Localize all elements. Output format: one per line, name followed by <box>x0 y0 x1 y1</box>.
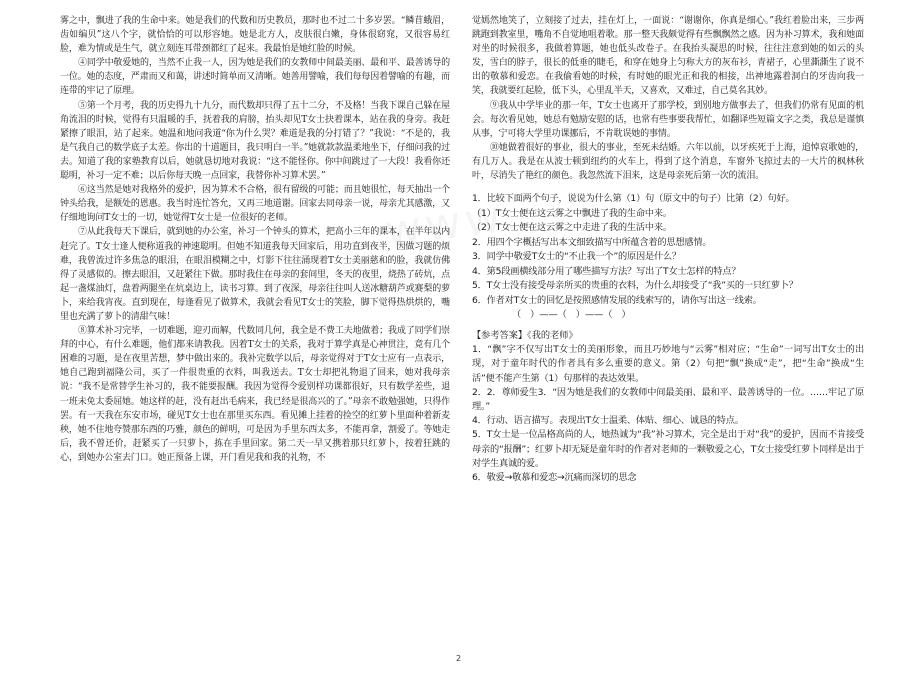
right-column <box>472 14 864 485</box>
answer-blank-line: （ ）——（ ）——（ ） <box>512 309 631 321</box>
answer-item: 2．2．尊师爱生3．“因为她是我们的女教师中间最美丽、最和平、最善诱导的一位。……牢记了原理。” <box>472 386 864 412</box>
question-item: 6．作者对T女士的回忆是按照感情发展的线索写的，请你写出这一线索。 <box>472 294 762 306</box>
question-item: 3．同学中敬爱T女士的“不止我一个”的原因是什么？ <box>472 251 681 263</box>
question-item: （2）T女士便在这云雾之中走进了我的生活中来。 <box>472 222 672 234</box>
paragraph: ⑧算术补习完毕，一切难题，迎刃而解，代数同几何，我全是不费工夫地做着；我成了同学们崇拜的中心，有什么难题，他们都来请教我。因着T女士的关系，我对于算学真是心神贯注，竟有几个困难的习题，是在夜里苦想，梦中做出来的。我补完数学以后，母亲觉得对于T女士应有一点表示，她自己跑到福隆公司，买了一件很贵重的衣料，叫我送去。T女士却把礼物退了回来，她对我母亲说：“我不是常替学生补习的，我不能要报酬。我因为觉得令爱别样功课都很好，只有数学差些，退一班未免太委屈她。她这样的赶，没有赶出毛病来，我已经是很高兴的了。”母亲不敢勉强她，只得作罢。有一天我在东安市场，碰见T女士也在那里买东西。看见摊上挂着的捡空的红萝卜里面种着新麦秧，她不住地夸赞那东西的巧雅，颜色的鲜明，可是因为手里东西太多，不能再拿，割爱了。等她走后，我不曾还价，赶紧买了一只萝卜，拣在手里回家。第二天一早又携着那只红萝卜，按着狂跳的心，到她办公室去门口。她正预备上课，开门看见我和我的礼物，不 <box>60 326 450 463</box>
paragraph: 雾之中，飘进了我的生命中来。她是我们的代数和历史教员，那时也不过二十多岁罢。“鳞苜蛾眉，齿如编贝”这八个字，就恰恰的可以形容她。她是北方人，皮肤很白嫩，身体很窈窕，又很容易红脸，难为情或是生气，就立刻连耳带颈都红了起来。我最怕是她红脸的时候。 <box>60 16 450 55</box>
question-item: 1．比较下面两个句子，说说为什么第（1）句（原文中的句子）比第（2）句好。 <box>472 193 795 205</box>
paragraph: ④同学中敬爱她的，当然不止我一人，因为她是我们的女教师中间最美丽、最和平、最善诱导的一位。她的态度，严肃而又和蔼，讲述时简单而又清晰。她善用譬喻，我们每每因着譬喻的有趣，而连带的牢记了原理。 <box>60 58 450 97</box>
answers-title: 【参考答案】《我的老师》 <box>472 329 578 341</box>
paragraph: ⑤第一个月考，我的历史得九十九分，而代数却只得了五十二分，不及格！当我下课自己躲在屋角流泪的时候，觉得有只温暖的手，抚着我的肩膀，抬头却见T女士抉着课本，站在我的身旁。我赶紧擦了眼泪，站了起来。她温和地问我道“你为什么哭？难道是我的分打错了？”我说：“不是的，我是气我自己的数学底子太差。你出的十道题目，我只明白一半。”她就款款温柔地坐下，仔细问我的过去。知道了我的家塾教育以后，她就恳切地对我说：“这不能怪你。你中间跳过了一大段！我看你还聪明，补习一定不难；以后你每天晚一点回家，我替你补习算术罢。” <box>60 100 450 182</box>
answer-item: 4．行动、语言描写。表现出T女士温柔、体贴、细心、诚恳的特点。 <box>472 415 744 427</box>
paragraph: ⑥这当然是她对我格外的爱护，因为算术不合格，很有留级的可能；而且她很忙，每天抽出一个钟头给我，是额处的恩惠。我当时连忙答允，又再三地道谢。回家去同母亲一说，母亲尤其感激，又仔细地询问T女士的一切，她觉得T女士是一位很好的老师。 <box>60 185 450 224</box>
question-item: （1）T女士便在这云雾之中飘进了我的生命中来。 <box>472 207 672 219</box>
questions-section <box>472 192 864 323</box>
answer-item: 6．敬爱→敬慕和爱恋→沉痛而深切的思念 <box>472 471 637 483</box>
left-column <box>60 14 450 465</box>
question-item: 2．用四个字概括写出本文细致描写中所蕴含着的思想感情。 <box>472 236 712 248</box>
question-item: 4．第5段画横线部分用了哪些描写方法？写出了T女士怎样的特点？ <box>472 265 741 277</box>
answer-item: 1．“飘”字不仅写出T女士的美丽形象，而且巧妙地与“云雾”相对应；“生命”一词写出T女士的出现，对于童年时代的作者具有多么重要的意义。第（2）句把“飘”换成“走”，把“生命”换成“生活”便不能产生第（1）句那样的表达效果。 <box>472 344 864 384</box>
answer-item: 5．T女士是一位品格高尚的人，她热诚为“我”补习算术，完全是出于对“我”的爱护，因而不肯接受母亲的“报酬”；红萝卜却无疑是童年时的作者对老师的一颗敬爱之心，T女士接受红萝卜同样是出于对学生真诚的爱。 <box>472 429 865 469</box>
paragraph: ⑨我从中学毕业的那一年，T女士也离开了那学校，到别地方做事去了，但我们仍常有见面的机会。每次看见她，她总有勉励安慰的话，也常有些事要我帮忙，如翻译些短篇文字之类，我总是谨慎从事，宁可将大学里功课挪后，不肯耽误她的事情。 <box>472 100 864 139</box>
page-number: 2 <box>456 654 462 663</box>
paragraph: ⑦从此我每天下课后，就到她的办公室，补习一个钟头的算术，把高小三年的课本，在半年以内赶完了。T女士逢人便称道我的神速聪明。但她不知道我每天回家后，用功直到夜半，因做习题的烦难，我曾流过许多焦急的眼泪，在眼泪模糊之中，灯影下往往涌现着T女士美丽慈和的脸，我就仿佛得了灵感似的。擦去眼泪，又赶紧往下做。那时我住在母亲的套间里，冬天的夜里，烧热了砖炕，点起一盏煤油灯，盘着两腿坐在炕桌边上，读书习算。到了夜深，母亲往往叫人送冰糖葫芦或赛梨的萝卜，来给我宵夜。直到现在，每逢看见了做算术，我就会看见T女士的笑脸，脚下觉得热烘烘的，嘴里也充满了萝卜的清甜气味！ <box>60 227 450 322</box>
paragraph: ⑩她做着很好的事业，很大的事业，至死未结婚。六年以前，以牙疾死于上海，追悼哀歌她的，有几万人。我是在从波士顿到纽约的火车上，得到了这个消息，车窗外飞掠过去的一大片的枫林秋叶，尽消失了艳红的颜色。我忽然流下泪来，这是母亲死后第一次的流泪。 <box>472 142 864 182</box>
question-item: 5．T女士没有接受母亲所买的贵重的衣料，为什么却接受了“我”买的一只红萝卜？ <box>472 280 798 292</box>
paragraph: 觉嫣然地笑了，立刻接了过去，挂在灯上，一面说：“谢谢你，你真是细心。”我红着脸出来，三步两跳跑到教室里，嘴角不自觉地咀着歌。那一整天我颇觉得有些飘飘然之感。因为补习算术，我和她面对坐的时候很多，我做着算题，她也低头改卷子。在我抬头凝思的时候，往往注意到她的如云的头发，雪白的脖子，很长的低垂的睫毛，和穿在她身上匀称大方的灰布衫，青裙子，心里澌澌生了说不出的敬慕和爱恋。在我偷看她的时候，有时她的眼光正和我的相接，出神地露着洞白的牙齿向我一笑，我就要红起脸，低下头，心里乱半天，又喜欢，又难过，自己莫名其妙。 <box>472 16 864 97</box>
